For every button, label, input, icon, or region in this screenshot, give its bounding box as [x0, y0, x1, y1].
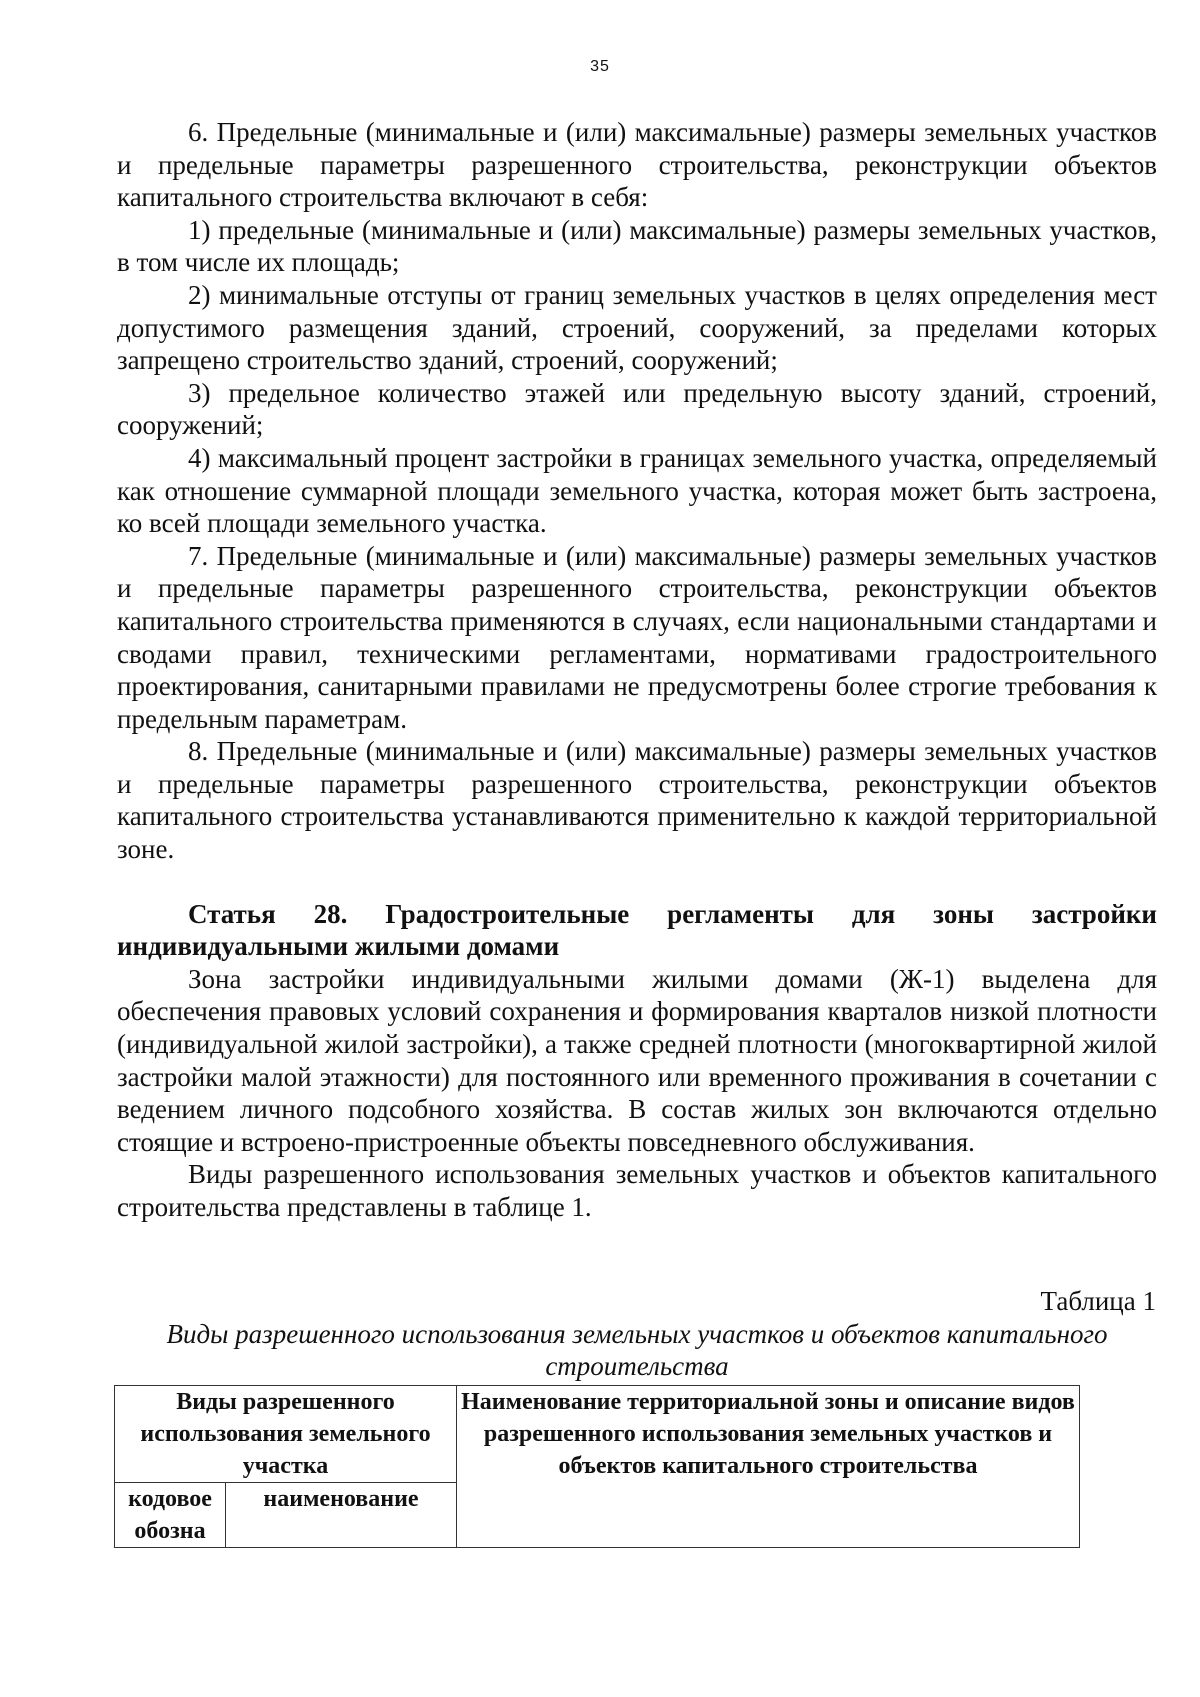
list-item: 1) предельные (минимальные и (или) максимальные) размеры земельных участков, в том числе их площадь; — [117, 214, 1157, 278]
table-label: Таблица 1 — [1040, 1286, 1156, 1316]
document-body — [117, 116, 1157, 1224]
paragraph: 6. Предельные (минимальные и (или) максимальные) размеры земельных участков и предельные параметры разрешенного строительства, реконструкции объектов капитального строительства включают в себя: — [117, 117, 1157, 213]
article-heading: Статья 28. Градостроительные регламенты для зоны застройки индивидуальными жилыми домами — [117, 898, 1157, 962]
list-item: 3) предельное количество этажей или предельную высоту зданий, строений, сооружений; — [117, 377, 1157, 441]
section-gap — [117, 866, 1157, 898]
land-use-table — [114, 1385, 1080, 1548]
list-item: 4) максимальный процент застройки в границах земельного участка, определяемый как отношение суммарной площади земельного участка, которая может быть застроена, ко всей площади земельного участка. — [117, 442, 1157, 539]
paragraph: 8. Предельные (минимальные и (или) максимальные) размеры земельных участков и предельные параметры разрешенного строительства, реконструкции объектов капитального строительства устанавливаются применительно к каждой территориальной зоне. — [117, 736, 1157, 865]
table-header-row — [115, 1386, 1080, 1483]
paragraph: Зона застройки индивидуальными жилыми домами (Ж-1) выделена для обеспечения правовых условий сохранения и формирования кварталов низкой плотности (индивидуальной жилой застройки), а также средней плотности (многоквартирной жилой застройки малой этажности) для постоянного или временного проживания в сочетании с ведением личного подсобного хозяйства. В состав жилых зон включаются отдельно стоящие и встроено-пристроенные объекты повседневного обслуживания. — [117, 963, 1157, 1157]
header-name: наименование — [226, 1483, 457, 1548]
page-number: 35 — [590, 58, 610, 75]
header-permitted-use: Виды разрешенного использования земельного участка — [115, 1386, 457, 1483]
paragraph: 7. Предельные (минимальные и (или) максимальные) размеры земельных участков и предельные параметры разрешенного строительства, реконструкции объектов капитального строительства применяются в случаях, если национальными стандартами и сводами правил, техническими регламентами, нормативами градостроительного проектирования, санитарными правилами не предусмотрены более строгие требования к предельным параметрам. — [117, 540, 1157, 734]
paragraph: Виды разрешенного использования земельных участков и объектов капитального строительства представлены в таблице 1. — [117, 1159, 1157, 1222]
header-zone-description: Наименование территориальной зоны и описание видов разрешенного использования земельных участков и объектов капитального строительства — [457, 1386, 1080, 1548]
list-item: 2) минимальные отступы от границ земельных участков в целях определения мест допустимого размещения зданий, строений, сооружений, за пределами которых запрещено строительство зданий, строений, сооружений; — [117, 279, 1157, 376]
table-caption: Виды разрешенного использования земельных участков и объектов капитального строительства — [166, 1319, 1108, 1381]
header-code: кодовое обозна — [115, 1483, 226, 1548]
